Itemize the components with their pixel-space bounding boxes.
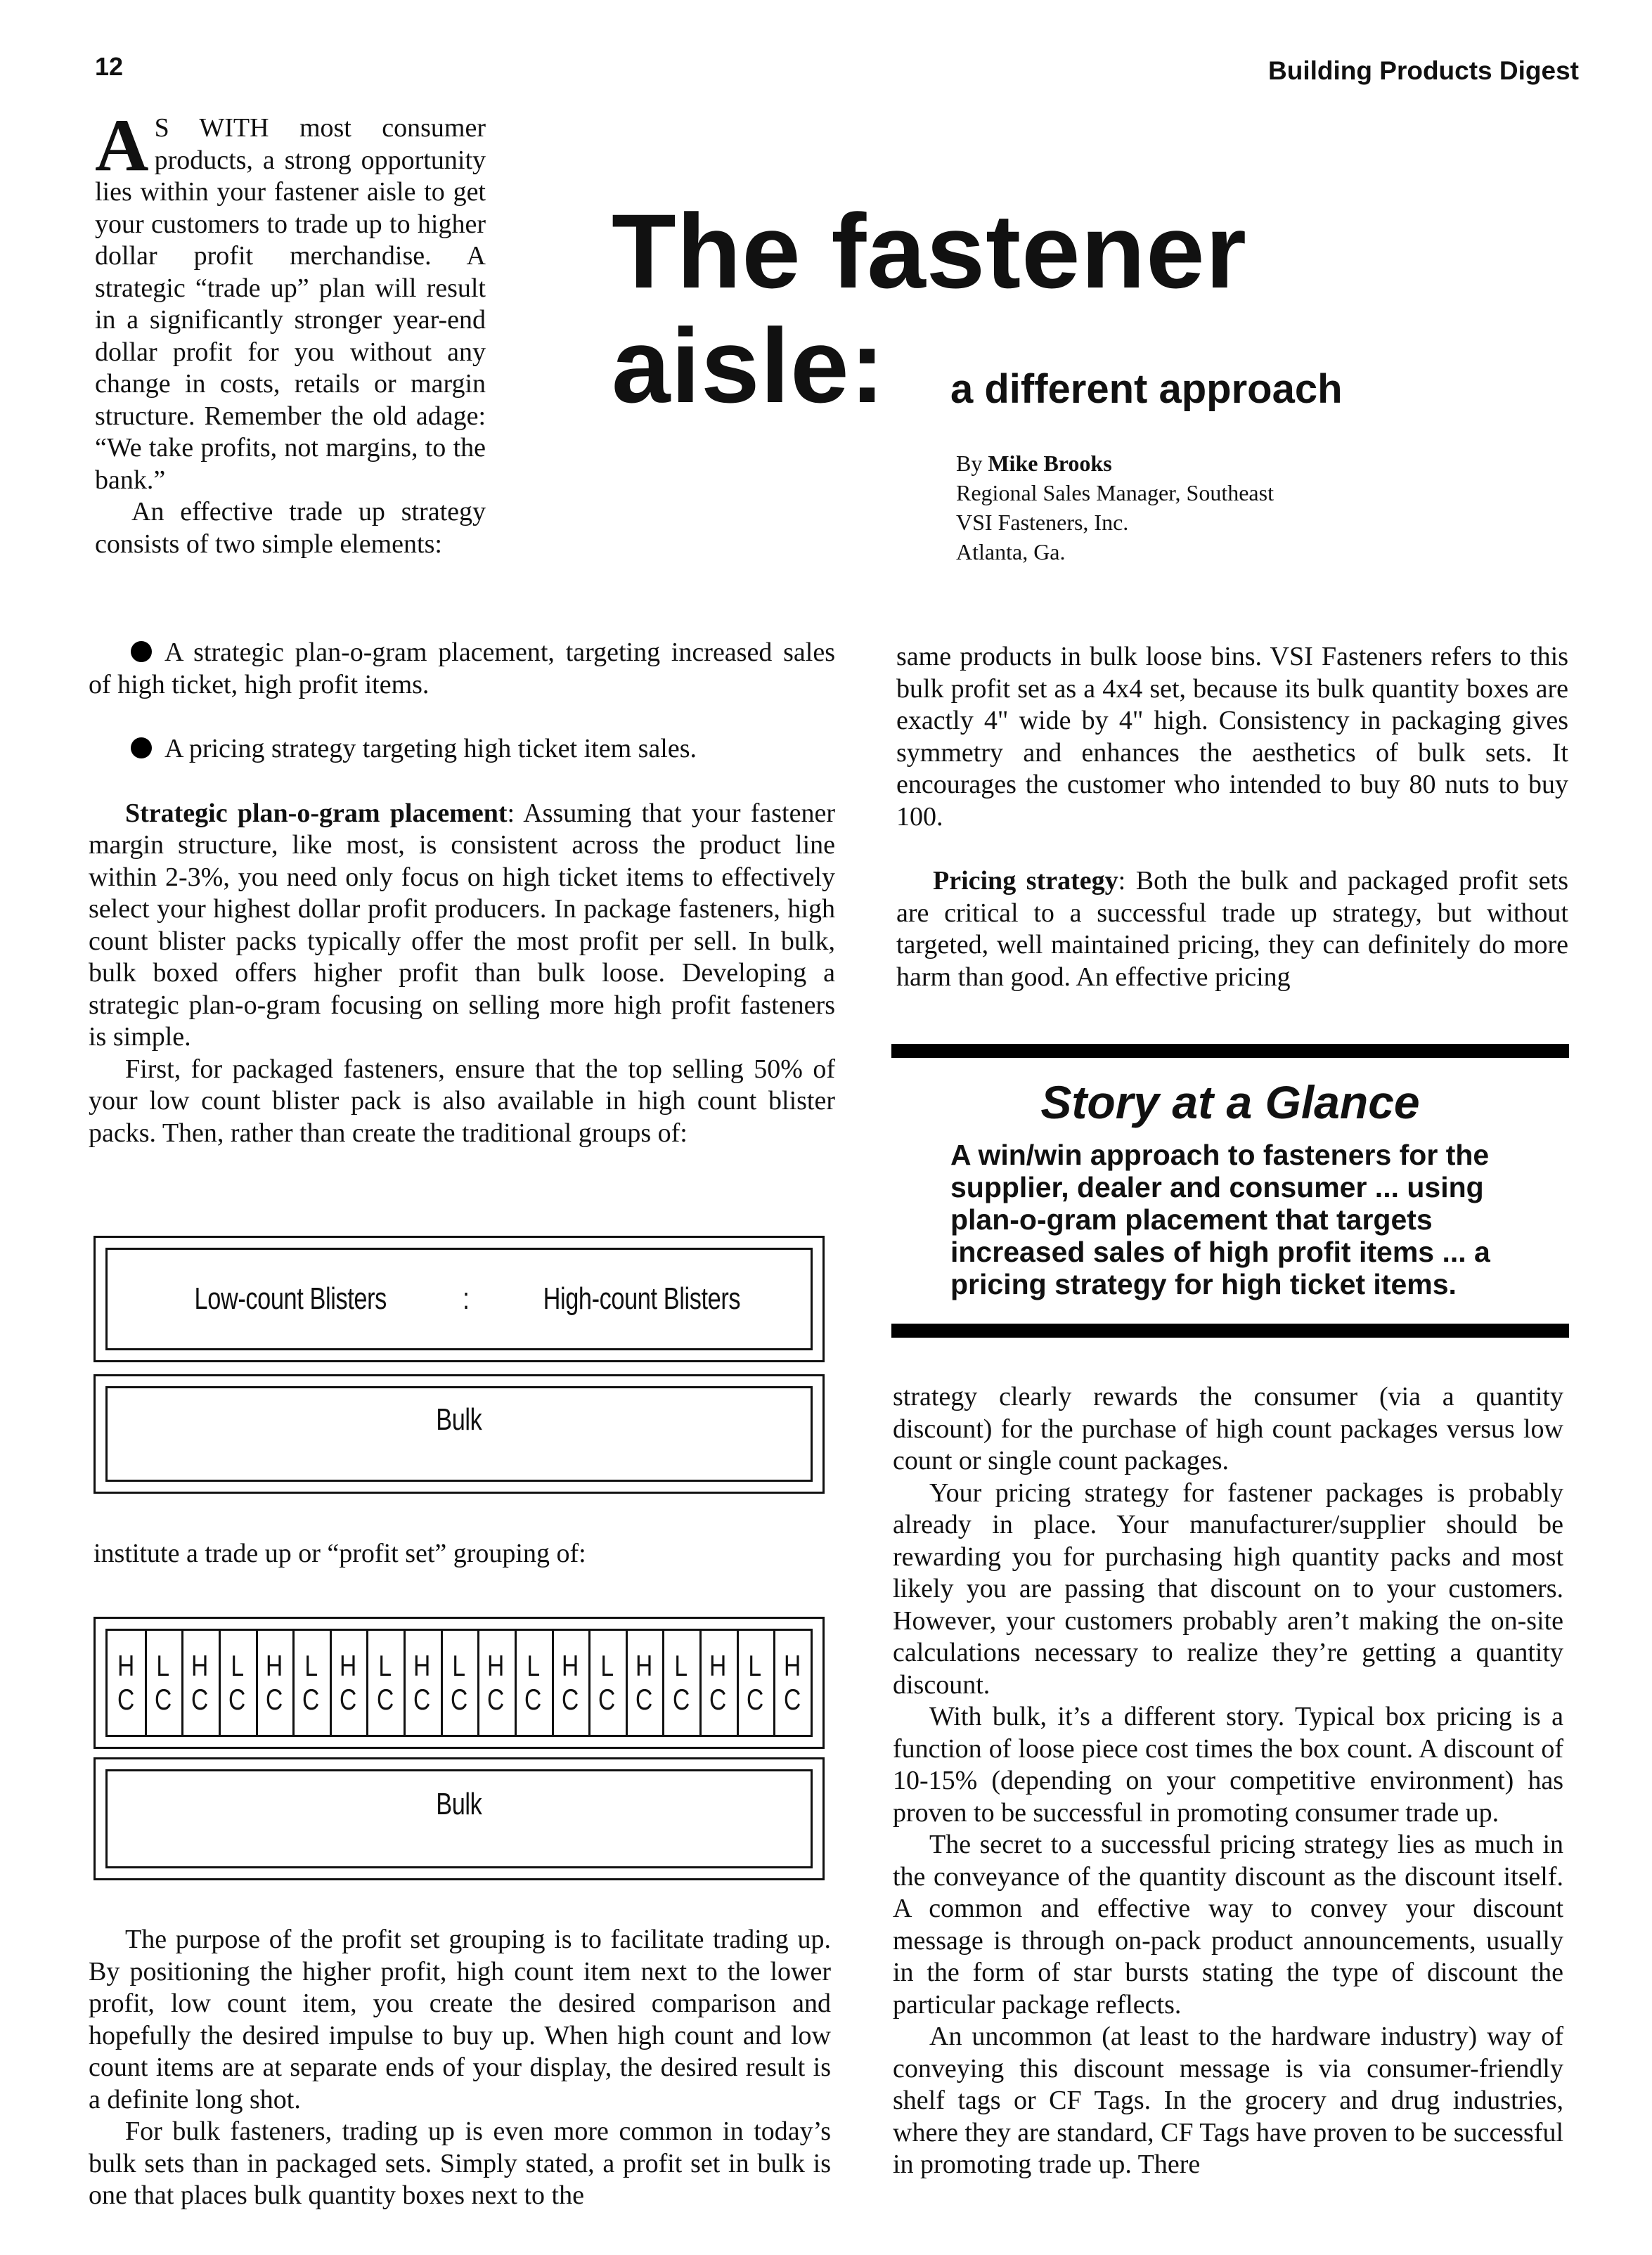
traditional-bulk-box	[93, 1374, 825, 1494]
cell-bottom-letter: C	[598, 1683, 616, 1716]
profit-set-blister-strip	[105, 1629, 813, 1737]
cell-bottom-letter: C	[746, 1683, 764, 1716]
right-column-bottom	[893, 1381, 1563, 2181]
bullet-item-2	[89, 733, 835, 765]
left-column-top	[89, 637, 835, 1149]
cell-bottom-letter: C	[672, 1683, 690, 1716]
profit-set-cell	[699, 1631, 739, 1735]
pricing-strategy-text: : Both the bulk and packaged profit sets are critical to a successful trade up strategy, but without targeted, well maintained pricing, they can definitely do more harm than good. An effective pricing	[896, 866, 1568, 992]
bulk-loose-paragraph: same products in bulk loose bins. VSI Fasteners refers to this bulk profit set as a 4x4 set, because its bulk quantity boxes are exactly 4" wide by 4" high. Consistency in packaging gives symmetry and enhances the aesthetics of bulk sets. It encourages the customer who intended to buy 80 nuts to buy 100.	[896, 642, 1568, 832]
cell-bottom-letter: C	[117, 1683, 135, 1716]
intro-text: S WITH most consumer products, a strong opportunity lies within your fastener aisle to get your customers to trade up to higher dollar profit merchandise. A strategic “trade up” plan will result in a significantly stronger year-end dollar profit for you without any change in costs, retails or margin structure. Remember the old adage: “We take profits, not margins, to the bank.”	[95, 113, 486, 495]
profit-set-cell	[145, 1631, 184, 1735]
cell-top-letter: L	[526, 1649, 540, 1682]
profit-set-cell	[108, 1631, 147, 1735]
cell-bottom-letter: C	[487, 1683, 505, 1716]
profit-set-cell	[292, 1631, 332, 1735]
left-column-bottom	[89, 1924, 831, 2212]
cell-top-letter: L	[230, 1649, 244, 1682]
profit-set-cell	[219, 1631, 258, 1735]
cell-bottom-letter: C	[783, 1683, 801, 1716]
profit-set-cell	[404, 1631, 443, 1735]
bulk-label: Bulk	[436, 1787, 482, 1821]
bulk-label: Bulk	[436, 1402, 482, 1437]
bullet-icon	[131, 737, 152, 758]
pricing-continued-paragraph: strategy clearly rewards the consumer (via a quantity discount) for the purchase of high count packages versus low count or single count packages.	[893, 1382, 1563, 1475]
profit-set-cell	[737, 1631, 776, 1735]
profit-set-bulk-box	[93, 1757, 825, 1880]
cell-top-letter: H	[561, 1649, 579, 1682]
profit-set-cell	[626, 1631, 665, 1735]
sidebar-bottom-rule	[891, 1324, 1569, 1338]
cell-bottom-letter: C	[154, 1683, 172, 1716]
byline-company: VSI Fasteners, Inc.	[956, 510, 1129, 535]
cell-bottom-letter: C	[561, 1683, 579, 1716]
intro-paragraph-2: An effective trade up strategy consists of two simple elements:	[95, 497, 486, 559]
cell-bottom-letter: C	[191, 1683, 209, 1716]
cell-top-letter: H	[783, 1649, 801, 1682]
first-paragraph: First, for packaged fasteners, ensure that the top selling 50% of your low count blister pack is also available in high count blister packs. Then, rather than create the traditional groups of:	[89, 1054, 835, 1148]
cell-top-letter: H	[709, 1649, 727, 1682]
intro-paragraph	[95, 104, 486, 496]
cell-bottom-letter: C	[228, 1683, 246, 1716]
byline-author: Mike Brooks	[988, 451, 1112, 476]
bulk-fasteners-paragraph: For bulk fasteners, trading up is even more common in today’s bulk sets than in packaged sets. Simply stated, a profit set in bulk is one that places bulk quantity boxes next to the	[89, 2117, 831, 2210]
drop-cap: A	[95, 104, 149, 186]
article-title-line-2: aisle:	[612, 306, 886, 425]
profit-set-cell	[181, 1631, 221, 1735]
profit-set-cell	[552, 1631, 591, 1735]
profit-set-cell	[256, 1631, 295, 1735]
cell-bottom-letter: C	[265, 1683, 283, 1716]
cell-top-letter: H	[339, 1649, 357, 1682]
byline-by: By	[956, 451, 983, 476]
cell-top-letter: H	[117, 1649, 135, 1682]
cell-top-letter: H	[635, 1649, 653, 1682]
profit-set-blister-box	[93, 1617, 825, 1749]
page-number: 12	[95, 52, 124, 81]
cell-top-letter: L	[748, 1649, 762, 1682]
cell-top-letter: L	[378, 1649, 392, 1682]
bullet-text-1: A strategic plan-o-gram placement, targeting increased sales of high ticket, high profit items.	[89, 638, 835, 699]
cell-top-letter: L	[156, 1649, 170, 1682]
high-count-cell	[459, 1281, 825, 1317]
bullet-item-1	[89, 637, 835, 701]
strategic-label: Strategic plan-o-gram placement	[125, 798, 508, 828]
cell-top-letter: H	[265, 1649, 283, 1682]
cell-bottom-letter: C	[450, 1683, 468, 1716]
cell-bottom-letter: C	[376, 1683, 394, 1716]
purpose-paragraph: The purpose of the profit set grouping is to facilitate trading up. By positioning the higher profit, high count item next to the lower profit, low count item, you create the desired comparison and hopefully the desired impulse to buy up. When high count and low count items are at separate ends of your display, the desired result is a definite long shot.	[89, 1925, 831, 2114]
intro-block	[95, 104, 486, 560]
strategic-paragraph	[89, 798, 835, 1054]
sidebar-text: A win/win approach to fasteners for the supplier, dealer and consumer ... using plan-o-gram placement that targets increased sales of high profit items ... a pricing strategy for high ticket items.	[950, 1139, 1490, 1300]
bullet-text-2: A pricing strategy targeting high ticket item sales.	[164, 734, 697, 763]
profit-set-bulk-inner-box	[105, 1769, 813, 1868]
byline	[956, 448, 1274, 567]
article-subtitle: a different approach	[950, 366, 1343, 412]
sidebar-top-rule	[891, 1044, 1569, 1058]
low-count-blisters-label: Low-count Blisters	[194, 1281, 387, 1316]
cell-top-letter: L	[674, 1649, 688, 1682]
strategic-text: : Assuming that your fastener margin structure, like most, is consistent across the product line within 2-3%, you need only focus on high ticket items to effectively select your highest dollar profit producers. In package fasteners, high count blister packs typically offer the most profit per sell. In bulk, bulk boxed offers higher profit than bulk loose. Developing a strategic plan-o-gram focusing on selling more high profit fasteners is simple.	[89, 798, 835, 1052]
low-count-cell	[108, 1281, 473, 1317]
colon-separator: :	[463, 1281, 470, 1316]
with-bulk-paragraph: With bulk, it’s a different story. Typical box pricing is a function of loose piece cost times the box count. A discount of 10-15% (depending on your competitive environment) has proven to be successful in promoting consumer trade up.	[893, 1702, 1563, 1828]
cell-top-letter: L	[304, 1649, 318, 1682]
profit-set-cell	[662, 1631, 702, 1735]
pricing-strategy-paragraph	[896, 865, 1568, 993]
profit-set-cell	[515, 1631, 554, 1735]
profit-set-cell	[588, 1631, 628, 1735]
cell-top-letter: H	[413, 1649, 431, 1682]
publication-name: Building Products Digest	[1268, 56, 1579, 85]
cell-bottom-letter: C	[339, 1683, 357, 1716]
byline-author-line	[956, 448, 1274, 478]
article-title-line-1: The fastener	[612, 192, 1247, 310]
profit-set-cell	[441, 1631, 480, 1735]
traditional-blister-inner-box	[105, 1248, 813, 1350]
profit-set-cell	[330, 1631, 369, 1735]
high-count-blisters-label: High-count Blisters	[543, 1281, 741, 1316]
profit-set-cell	[773, 1631, 811, 1735]
uncommon-paragraph: An uncommon (at least to the hardware industry) way of conveying this discount message is via consumer-friendly shelf tags or CF Tags. In the grocery and drug industries, where they are standard, CF Tags have proven to be successful in promoting trade up. There	[893, 2022, 1563, 2179]
secret-paragraph: The secret to a successful pricing strategy lies as much in the conveyance of the quantity discount as the discount itself. A common and effective way to convey your discount message is through on-pack product announcements, usually in the form of star bursts stating the type of discount the particular package reflects.	[893, 1830, 1563, 2020]
institute-paragraph: institute a trade up or “profit set” grouping of:	[93, 1539, 586, 1568]
your-pricing-paragraph: Your pricing strategy for fastener packages is probably already in place. Your manufacturer/supplier should be rewarding you for purchasing high quantity packs and most likely you are passing that discount on to your customers. However, your customers probably aren’t making the on-site calculations necessary to realize they’re getting a quantity discount.	[893, 1478, 1563, 1700]
cell-top-letter: L	[452, 1649, 466, 1682]
byline-role: Regional Sales Manager, Southeast	[956, 480, 1274, 505]
byline-location: Atlanta, Ga.	[956, 539, 1066, 564]
profit-set-cell	[477, 1631, 517, 1735]
traditional-blister-box	[93, 1236, 825, 1362]
cell-top-letter: H	[191, 1649, 209, 1682]
bullet-icon	[131, 641, 152, 662]
cell-bottom-letter: C	[635, 1683, 653, 1716]
profit-set-cell	[366, 1631, 406, 1735]
cell-top-letter: L	[600, 1649, 614, 1682]
cell-bottom-letter: C	[709, 1683, 727, 1716]
right-column-top	[896, 641, 1568, 993]
traditional-bulk-inner-box	[105, 1386, 813, 1482]
cell-bottom-letter: C	[524, 1683, 542, 1716]
pricing-strategy-label: Pricing strategy	[933, 866, 1118, 896]
sidebar-title: Story at a Glance	[1040, 1076, 1420, 1128]
cell-top-letter: H	[487, 1649, 505, 1682]
cell-bottom-letter: C	[302, 1683, 320, 1716]
cell-bottom-letter: C	[413, 1683, 431, 1716]
